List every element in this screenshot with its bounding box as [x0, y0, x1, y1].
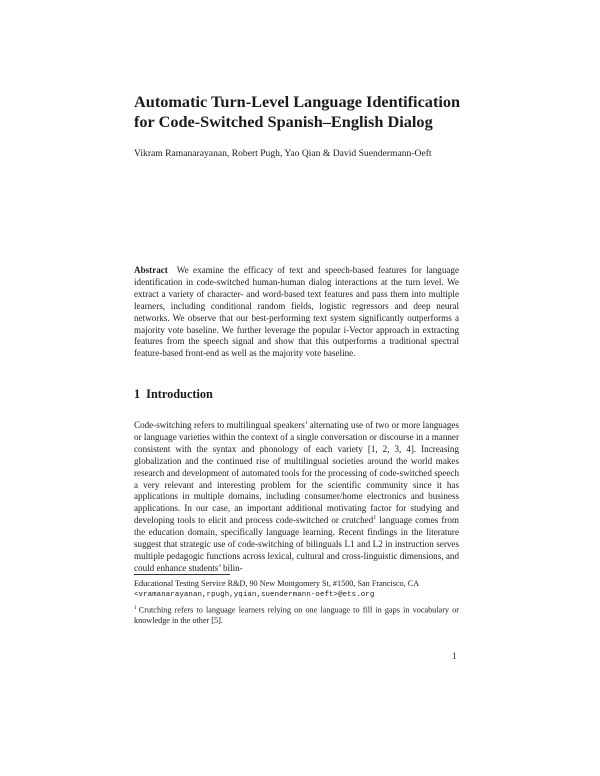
section-title: Introduction	[146, 387, 213, 401]
footnote-divider	[134, 574, 230, 575]
affiliation-address: Educational Testing Service R&D, 90 New Montgomery St, #1500, San Francisco, CA	[134, 579, 420, 588]
footnote-marker: 1	[134, 605, 137, 611]
introduction-text-part-1: Code-switching refers to multilingual speakers’ alternating use of two or more languages or language varieties within the context of a single conversation or discourse in a manner consistent with the syntax and phonology of each variety [1, 2, 3, 4]. Increasing globalization and the continued rise of multilingual societies around the world makes research and development of automated tools for the processing of code-switched speech a very relevant and interesting problem for the scientific community since it has applications in multiple domains, including consumer/home electronics and business applications. In our case, an important additional motivating factor for studying and developing tools to elicit and process code-switched or crutched	[134, 420, 459, 526]
paper-title	[134, 92, 474, 132]
footnote-text: Crutching refers to language learners relying on one language to fill in gaps in vocabulary or knowledge in the other [5].	[134, 605, 459, 626]
footnote	[134, 603, 459, 627]
footnote-reference: 1	[373, 515, 377, 522]
introduction-paragraph	[134, 420, 459, 575]
title-line-1: Automatic Turn-Level Language Identification	[134, 92, 461, 111]
section-number: 1	[134, 387, 141, 401]
title-line-2: for Code-Switched Spanish–English Dialog	[134, 112, 433, 131]
page-number: 1	[452, 651, 457, 661]
abstract-text: We examine the efficacy of text and speech-based features for language identification in code-switched human-human dialog interactions at the turn level. We extract a variety of character- and word-based text features and pass them into multiple learners, including conditional random fields, logistic regressors and deep neural networks. We observe that our best-performing text system significantly outperforms a majority vote baseline. We further leverage the popular i-Vector approach in extracting features from the speech signal and show that this outperforms a traditional spectral feature-based front-end as well as the majority vote baseline.	[134, 265, 460, 359]
introduction-text-part-2: language comes from the education domain, specifically language learning. Recent findings in the literature suggest that strategic use of code-switching of bilinguals L1 and L2 in instruction serves multiple pedagogic functions across lexical, cultural and cross-linguistic dimensions, and could enhance students’ bilin-	[134, 515, 459, 573]
affiliation	[134, 579, 459, 600]
abstract	[134, 265, 459, 360]
affiliation-emails: <vramanarayanan,rpugh,yqian,suendermann-oeft>@ets.org	[134, 590, 375, 599]
section-heading-introduction	[134, 387, 459, 402]
author-list: Vikram Ramanarayanan, Robert Pugh, Yao Qian & David Suendermann-Oeft	[134, 148, 432, 159]
abstract-label: Abstract	[134, 265, 168, 275]
